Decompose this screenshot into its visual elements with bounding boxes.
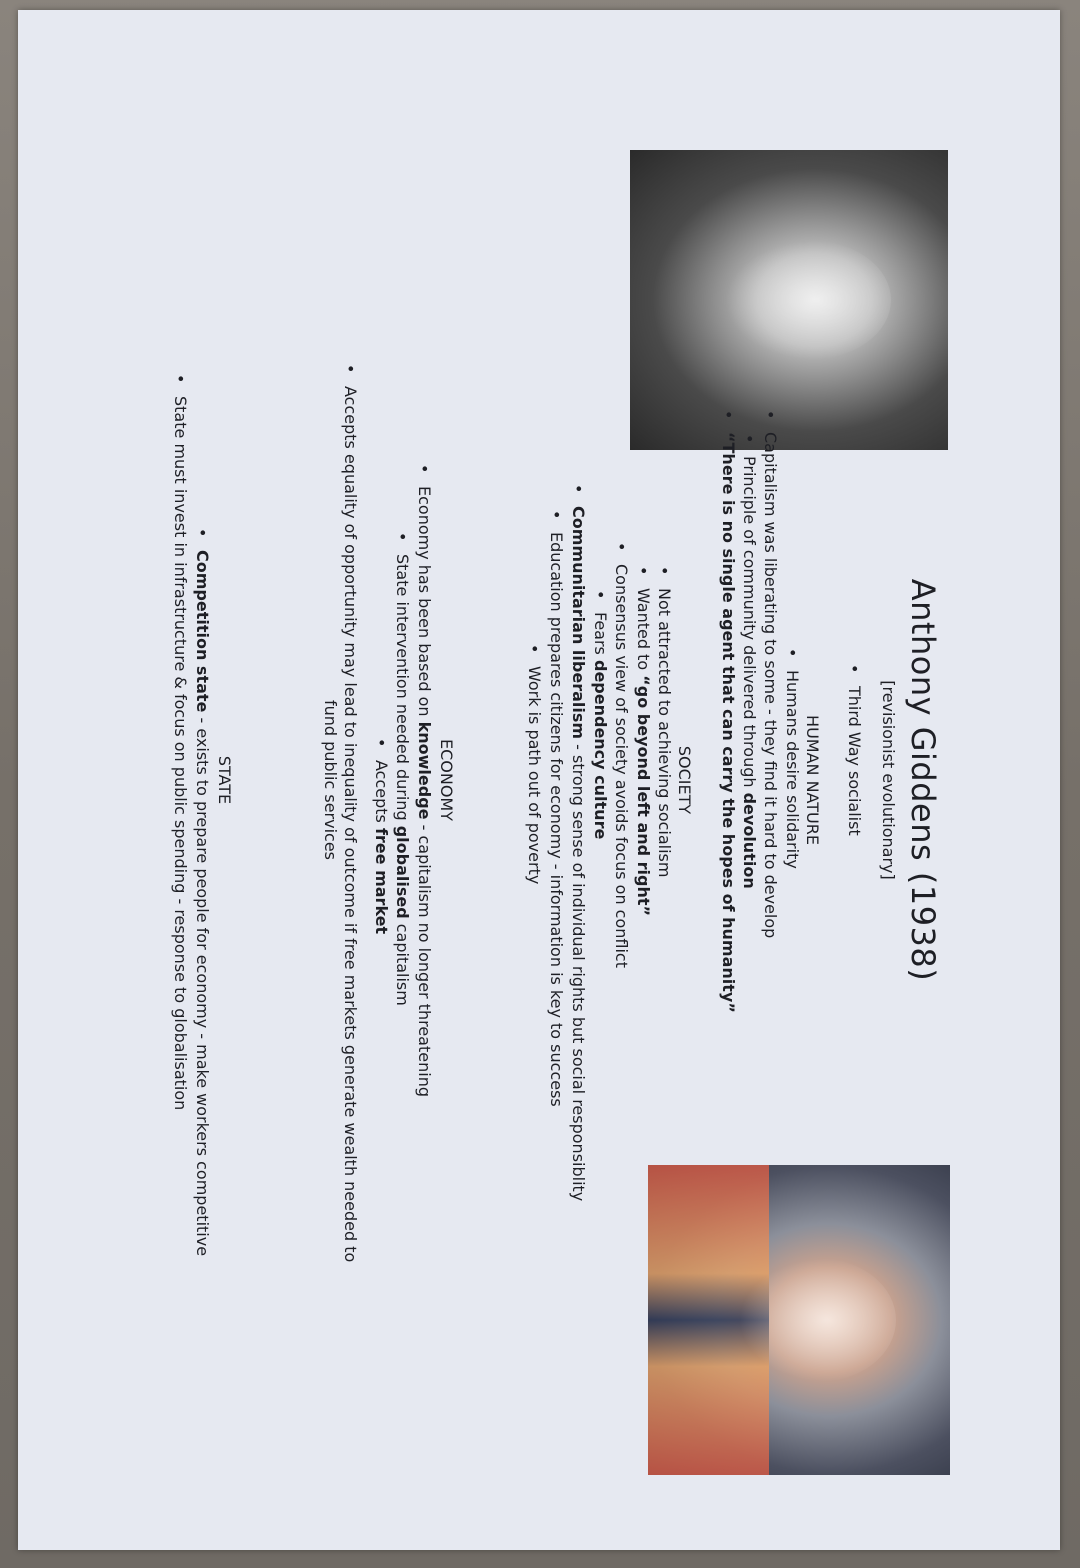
economy-item-2-rest: capitalism [393,918,412,1006]
human-nature-item-1-text: Humans desire solidarity [783,670,802,869]
economy-item-2-text: State intervention needed during [393,554,412,826]
society-item-4-text: Fears [591,612,610,660]
society-item-2-bold: “go beyond left and right” [634,675,653,917]
state-item-1-text: - exists to prepare people for economy - make workers competitive [193,712,212,1257]
human-nature-item-1 [783,670,802,869]
economy-item-1-text: Economy has been based on [415,486,434,722]
page-subtitle: [revisionist evolutionary] [879,680,898,880]
society-item-1 [655,588,674,877]
human-nature-item-4 [719,432,738,1013]
human-nature-item-2-text: Capitalism was liberating to some - they find it hard to develop [761,432,780,939]
economy-item-3-bold: free market [372,827,391,935]
society-item-6 [547,532,566,1107]
economy-item-2-bold: globalised [393,825,412,919]
society-item-3 [612,564,631,968]
economy-item-4-text: Accepts equality of opportunity may lead to inequality of outcome if free markets generate wealth needed to [341,386,360,1263]
section-heading-state: STATE [215,755,234,805]
intro-bullet-text: Third Way socialist [845,686,864,836]
intro-bullet [845,686,864,836]
society-item-5 [569,506,588,1201]
economy-item-4-continuation: fund public services [321,699,340,861]
section-heading-society: SOCIETY [675,745,694,815]
human-nature-item-2 [761,432,780,938]
society-item-7 [525,666,544,884]
state-item-2-text: State must invest in infrastructure & focus on public spending - response to globalisation [171,396,190,1111]
human-nature-item-3-bold: devolution [740,792,759,889]
human-nature-item-3 [740,456,759,889]
society-item-5-bold: Communitarian liberalism [569,506,588,740]
economy-item-2 [393,554,412,1006]
rotated-page [18,10,1060,1550]
society-item-5-text: - strong sense of individual rights but social responsiblity [569,739,588,1202]
society-item-4 [591,612,610,839]
state-item-1 [193,550,212,1256]
page-title: Anthony Giddens (1938) [904,578,942,982]
economy-item-1-bold: knowledge [415,721,434,820]
society-item-4-bold: dependency culture [591,659,610,840]
section-heading-economy: ECONOMY [437,738,456,821]
human-nature-quote: “There is no single agent that can carry the hopes of humanity” [719,432,738,1013]
economy-item-1 [415,486,434,1097]
society-item-3-text: Consensus view of society avoids focus on conflict [612,564,631,968]
state-item-2 [171,396,190,1110]
state-item-1-bold: Competition state [193,550,212,713]
society-item-2-text: Wanted to [634,588,653,676]
section-heading-human-nature: HUMAN NATURE [803,715,822,845]
human-nature-item-3-text: Principle of community delivered through [740,456,759,793]
society-item-2 [634,588,653,916]
economy-item-3-text: Accepts [372,760,391,828]
paper-sheet [18,10,1060,1550]
economy-item-3 [372,760,391,934]
economy-item-4 [341,386,360,1262]
society-item-6-text: Education prepares citizens for economy - information is key to success [547,532,566,1107]
society-item-7-text: Work is path out of poverty [525,666,544,885]
economy-item-1-rest: - capitalism no longer threatening [415,819,434,1097]
society-item-1-text: Not attracted to achieving socialism [655,588,674,878]
